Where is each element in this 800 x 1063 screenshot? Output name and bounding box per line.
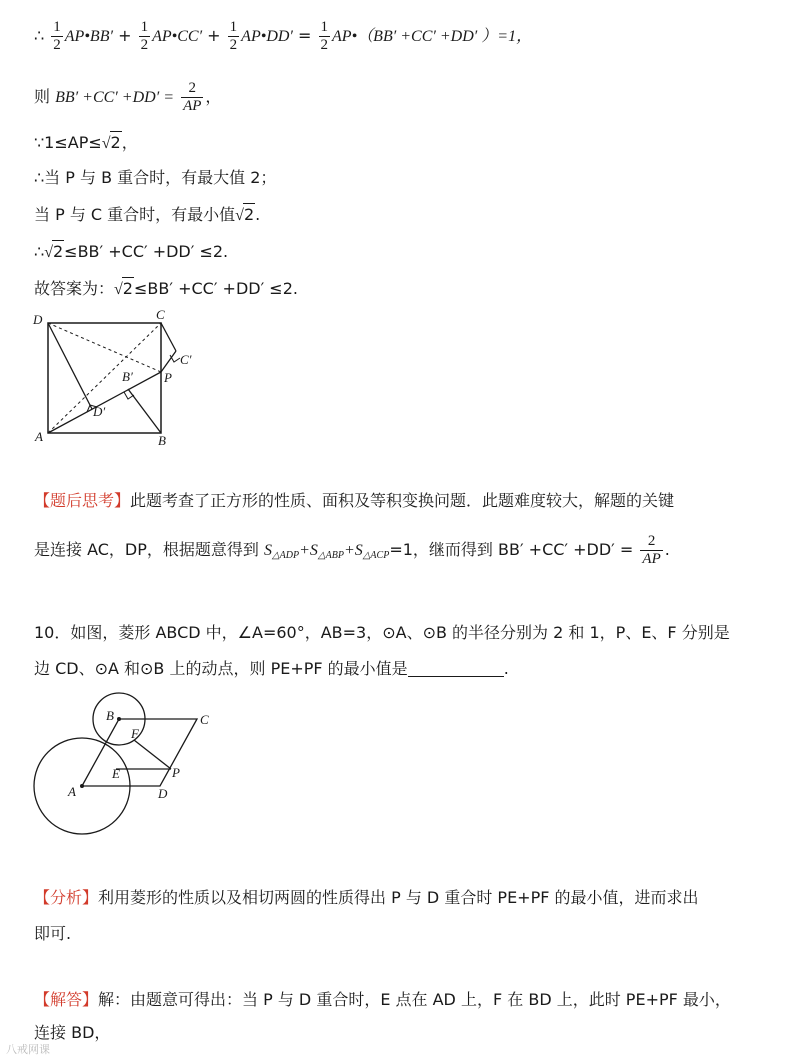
label-b: B xyxy=(106,708,114,723)
label-d: D xyxy=(158,786,168,801)
radical-sign: √ xyxy=(44,244,53,261)
point-a xyxy=(80,784,84,788)
radical-sign: √ xyxy=(235,207,244,224)
answer-blank xyxy=(408,660,504,677)
segment-fp xyxy=(134,740,171,769)
label-p: P xyxy=(164,370,172,385)
fraction-2-over-ap-reflection: $\frac{2}{AP}$ xyxy=(642,533,661,567)
radical-sign: √ xyxy=(114,281,123,298)
label-c: C xyxy=(156,307,165,322)
label-e: E xyxy=(112,766,120,781)
answer-tag: 【解答】 xyxy=(34,990,99,1009)
square-figure xyxy=(30,305,210,450)
answer-line-2: 连接 BD， xyxy=(34,1023,111,1042)
solution-line-4: ∴当 P 与 B 重合时，有最大值 2； xyxy=(34,168,277,187)
solution-line-3: ∵1≤AP≤√2， xyxy=(34,133,138,152)
therefore-symbol: ∴ xyxy=(34,26,45,45)
label-b: B xyxy=(158,433,166,448)
analysis-line-1: 【分析】利用菱形的性质以及相切两圆的性质得出 P 与 D 重合时 PE+PF 的最小值，进而求出 xyxy=(34,888,699,907)
fraction-half-1: $\frac{1}{2}$ xyxy=(53,19,61,53)
label-c-prime: C′ xyxy=(180,352,192,367)
solution-line-5: 当 P 与 C 重合时，有最小值√2. xyxy=(34,205,261,224)
answer-line-1: 【解答】解：由题意可得出：当 P 与 D 重合时，E 点在 AD 上，F 在 BD 上，此时 PE+PF 最小， xyxy=(34,990,731,1009)
label-p: P xyxy=(172,765,180,780)
label-a: A xyxy=(68,784,76,799)
reflection-tag: 【题后思考】 xyxy=(34,491,131,510)
right-angle-b-prime xyxy=(124,392,134,399)
label-f: F xyxy=(131,726,139,741)
label-a: A xyxy=(35,429,43,444)
label-c: C xyxy=(200,712,209,727)
label-d: D xyxy=(33,312,43,327)
fraction-half-4: $\frac{1}{2}$ xyxy=(320,19,329,53)
rhombus-figure xyxy=(30,690,230,840)
solution-line-1: ∴ $\frac{1}{2}$ AP•BB′ + $\frac{1}{2}$ AP•CC′ + $\frac{1}{2}$ AP•DD′ = $\frac{1}{2}$ AP•（BB′ +CC′ +DD′ ）=1， xyxy=(34,19,533,53)
label-d-prime: D′ xyxy=(93,404,106,419)
watermark: 八戒网课 xyxy=(6,1043,50,1056)
right-angle-c-prime xyxy=(170,355,180,362)
point-b xyxy=(117,717,121,721)
reflection-line-2: 是连接 AC，DP，根据题意得到 $S_{\triangle ADP}+S_{\triangle ABP}+S_{\triangle ACP}=1$，继而得到 BB′ +CC′ +DD′ = $\frac{2}{AP}$ . xyxy=(34,533,670,567)
segment-dd-prime xyxy=(48,323,92,409)
solution-line-6: ∴√2≤BB′ +CC′ +DD′ ≤2. xyxy=(34,242,229,261)
analysis-line-2: 即可. xyxy=(34,924,72,943)
segment-ap xyxy=(48,372,161,433)
radical-sign: √ xyxy=(101,135,111,152)
solution-line-7: 故答案为：√2≤BB′ +CC′ +DD′ ≤2. xyxy=(34,279,298,298)
fraction-half-2: $\frac{1}{2}$ xyxy=(140,19,149,53)
dashed-dp xyxy=(48,323,161,372)
fraction-2-over-ap: $\frac{2}{AP}$ xyxy=(183,80,202,114)
solution-line-2: 则 BB′ +CC′ +DD′ = $\frac{2}{AP}$ ， xyxy=(34,80,222,114)
label-b-prime: B′ xyxy=(122,369,133,384)
fraction-half-3: $\frac{1}{2}$ xyxy=(229,19,238,53)
problem10-line-2: 边 CD、⊙A 和⊙B 上的动点，则 PE+PF 的最小值是 . xyxy=(34,659,509,678)
analysis-tag: 【分析】 xyxy=(34,888,99,907)
segment-cc-prime xyxy=(161,323,176,351)
problem10-line-1: 10．如图，菱形 ABCD 中，∠A=60°，AB=3，⊙A、⊙B 的半径分别为 2 和 1，P、E、F 分别是 xyxy=(34,623,730,642)
reflection-line-1: 【题后思考】此题考查了正方形的性质、面积及等积变换问题．此题难度较大，解题的关键 xyxy=(34,491,675,510)
